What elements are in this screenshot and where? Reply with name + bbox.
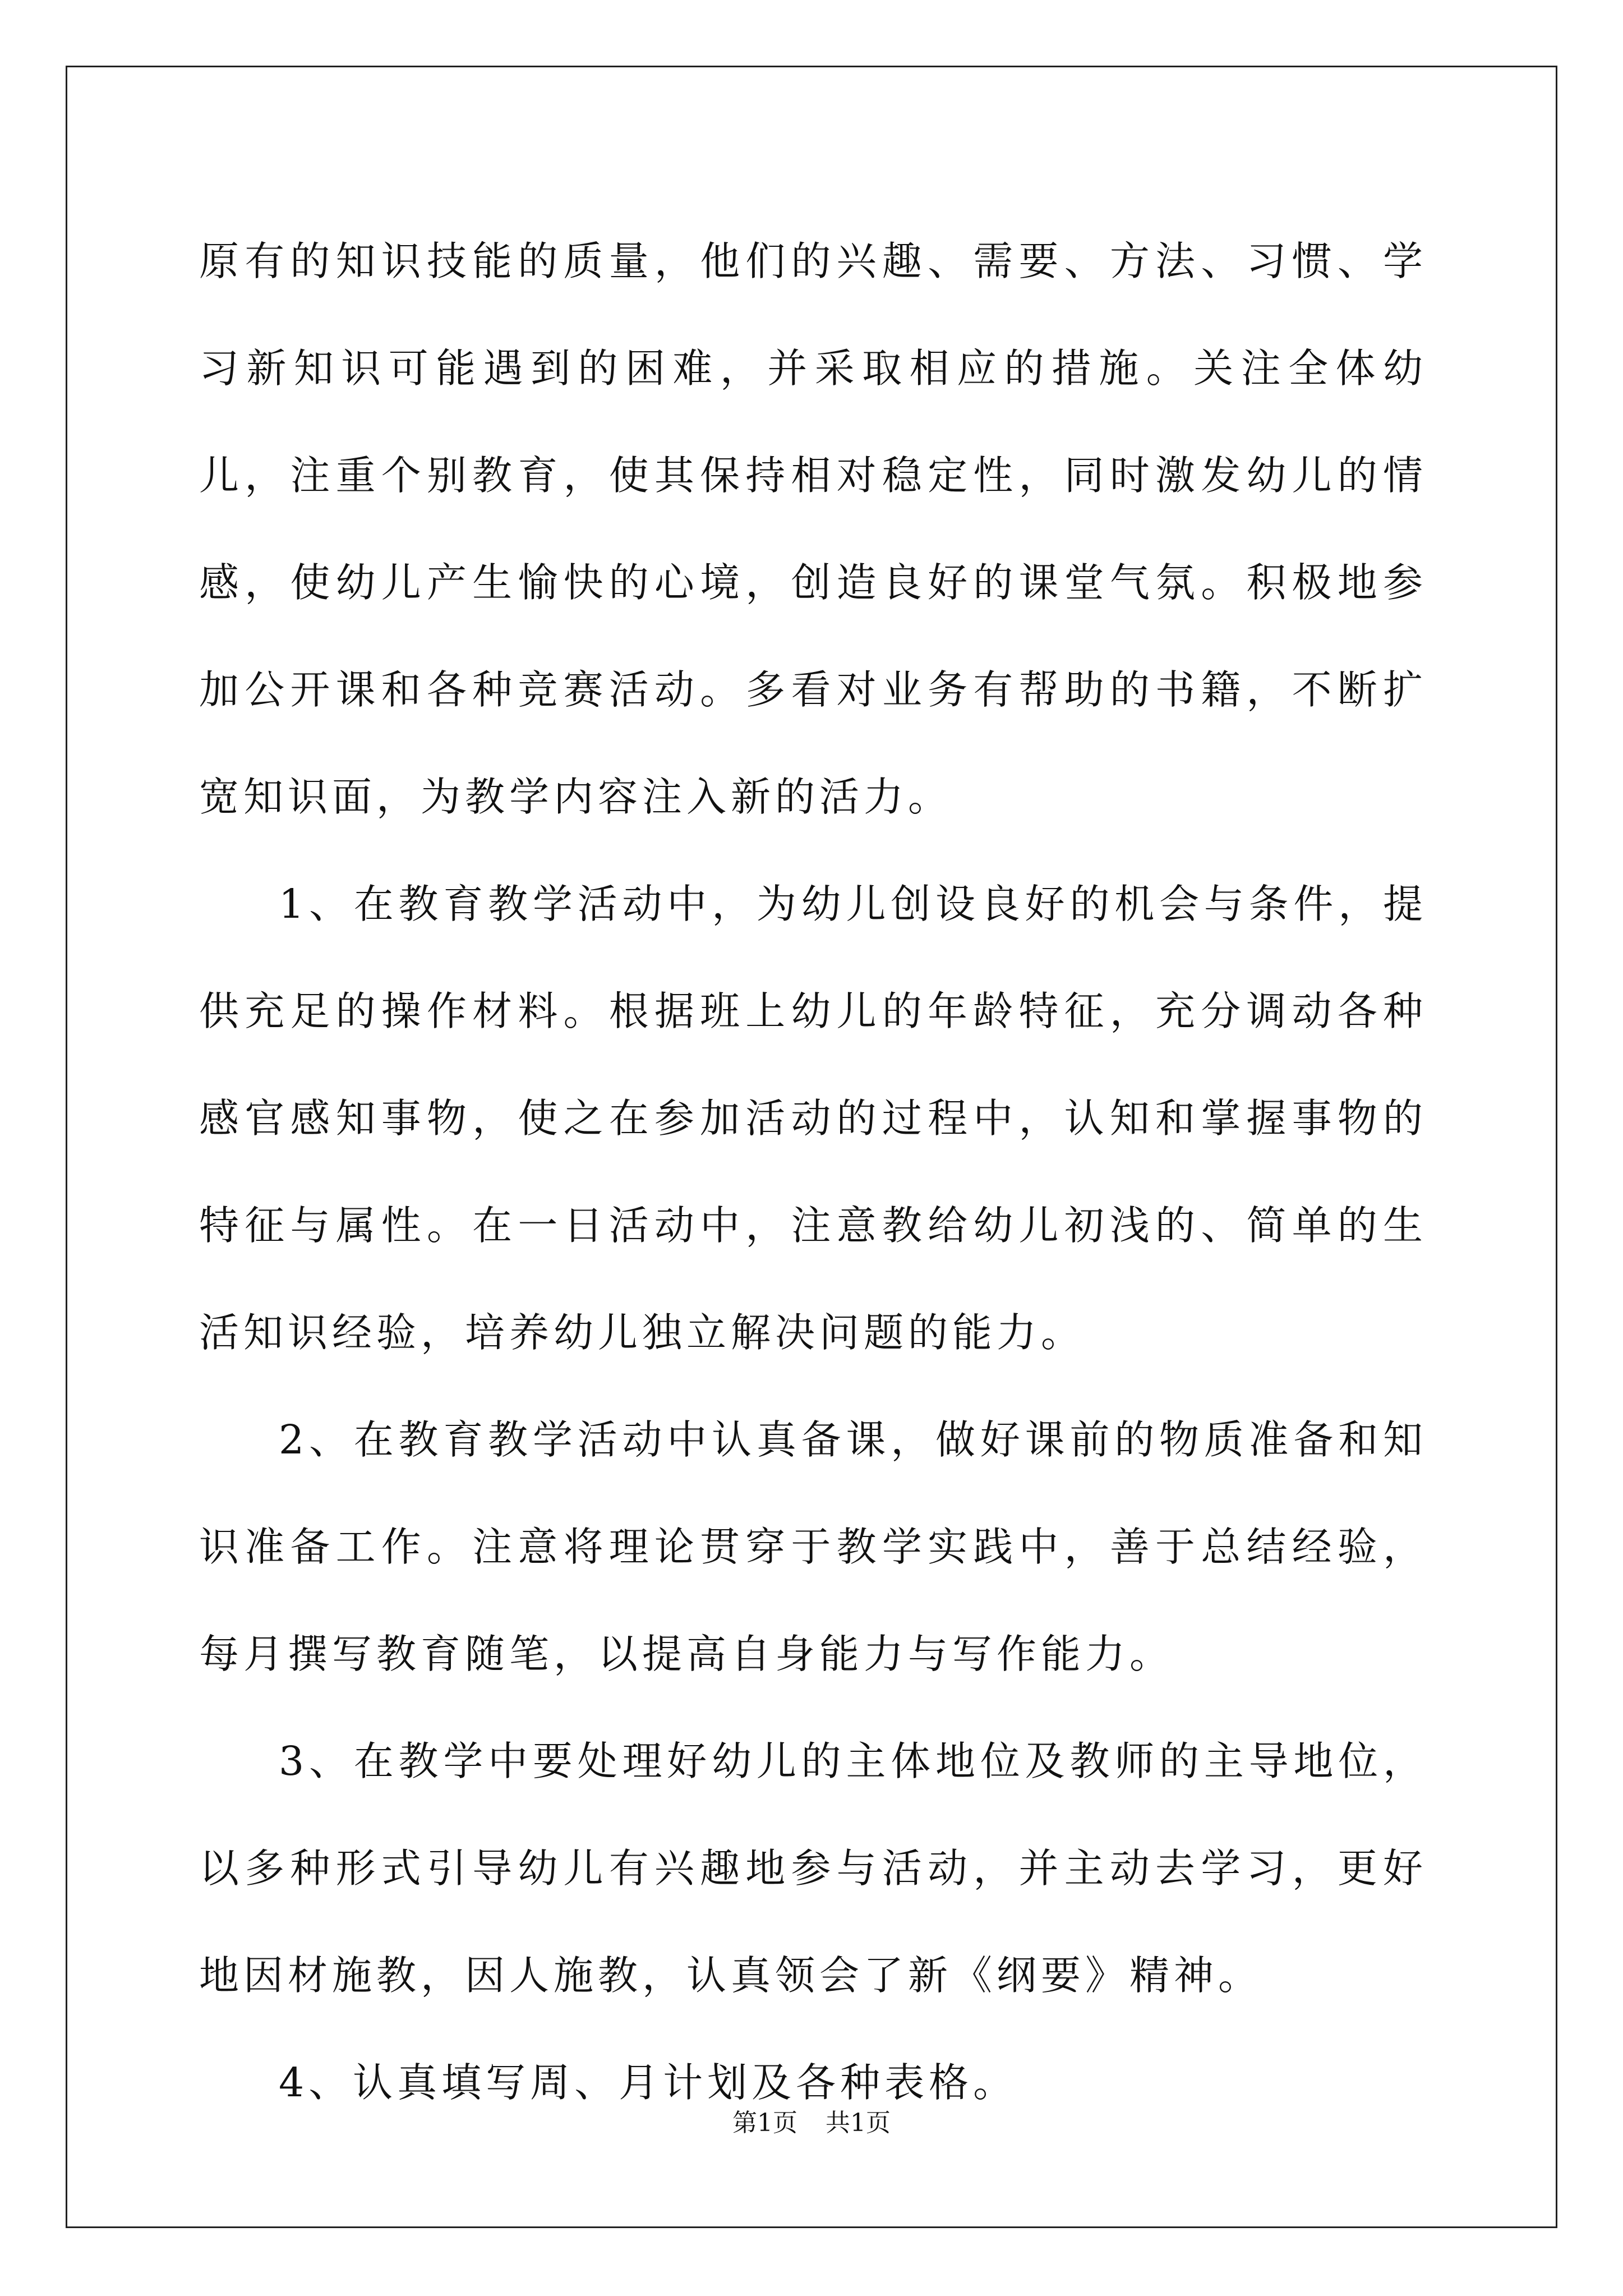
page-footer — [0, 2106, 1623, 2140]
paragraph-item-1: 1、在教育教学活动中，为幼儿创设良好的机会与条件，提供充足的操作材料。根据班上幼儿的年龄特征，充分调动各种感官感知事物，使之在参加活动的过程中，认知和掌握事物的特征与属性。在一日活动中，注意教给幼儿初浅的、简单的生活知识经验，培养幼儿独立解决问题的能力。 — [199, 881, 1427, 1356]
paragraph-item-3: 3、在教学中要处理好幼儿的主体地位及教师的主导地位，以多种形式引导幼儿有兴趣地参与活动，并主动去学习，更好地因材施教，因人施教，认真领会了新《纲要》精神。 — [199, 1738, 1427, 1999]
page-total: 共1页 — [826, 2109, 891, 2137]
page-number: 第1页 — [732, 2109, 797, 2137]
document-body — [199, 208, 1427, 2136]
paragraph-intro: 原有的知识技能的质量，他们的兴趣、需要、方法、习惯、学习新知识可能遇到的困难，并采取相应的措施。关注全体幼儿，注重个别教育，使其保持相对稳定性，同时激发幼儿的情感，使幼儿产生愉快的心境，创造良好的课堂气氛。积极地参加公开课和各种竞赛活动。多看对业务有帮助的书籍，不断扩宽知识面，为教学内容注入新的活力。 — [199, 238, 1427, 820]
paragraph-item-2: 2、在教育教学活动中认真备课，做好课前的物质准备和知识准备工作。注意将理论贯穿于教学实践中，善于总结经验，每月撰写教育随笔，以提高自身能力与写作能力。 — [199, 1416, 1427, 1677]
paragraph-item-4: 4、认真填写周、月计划及各种表格。 — [279, 2059, 1018, 2106]
